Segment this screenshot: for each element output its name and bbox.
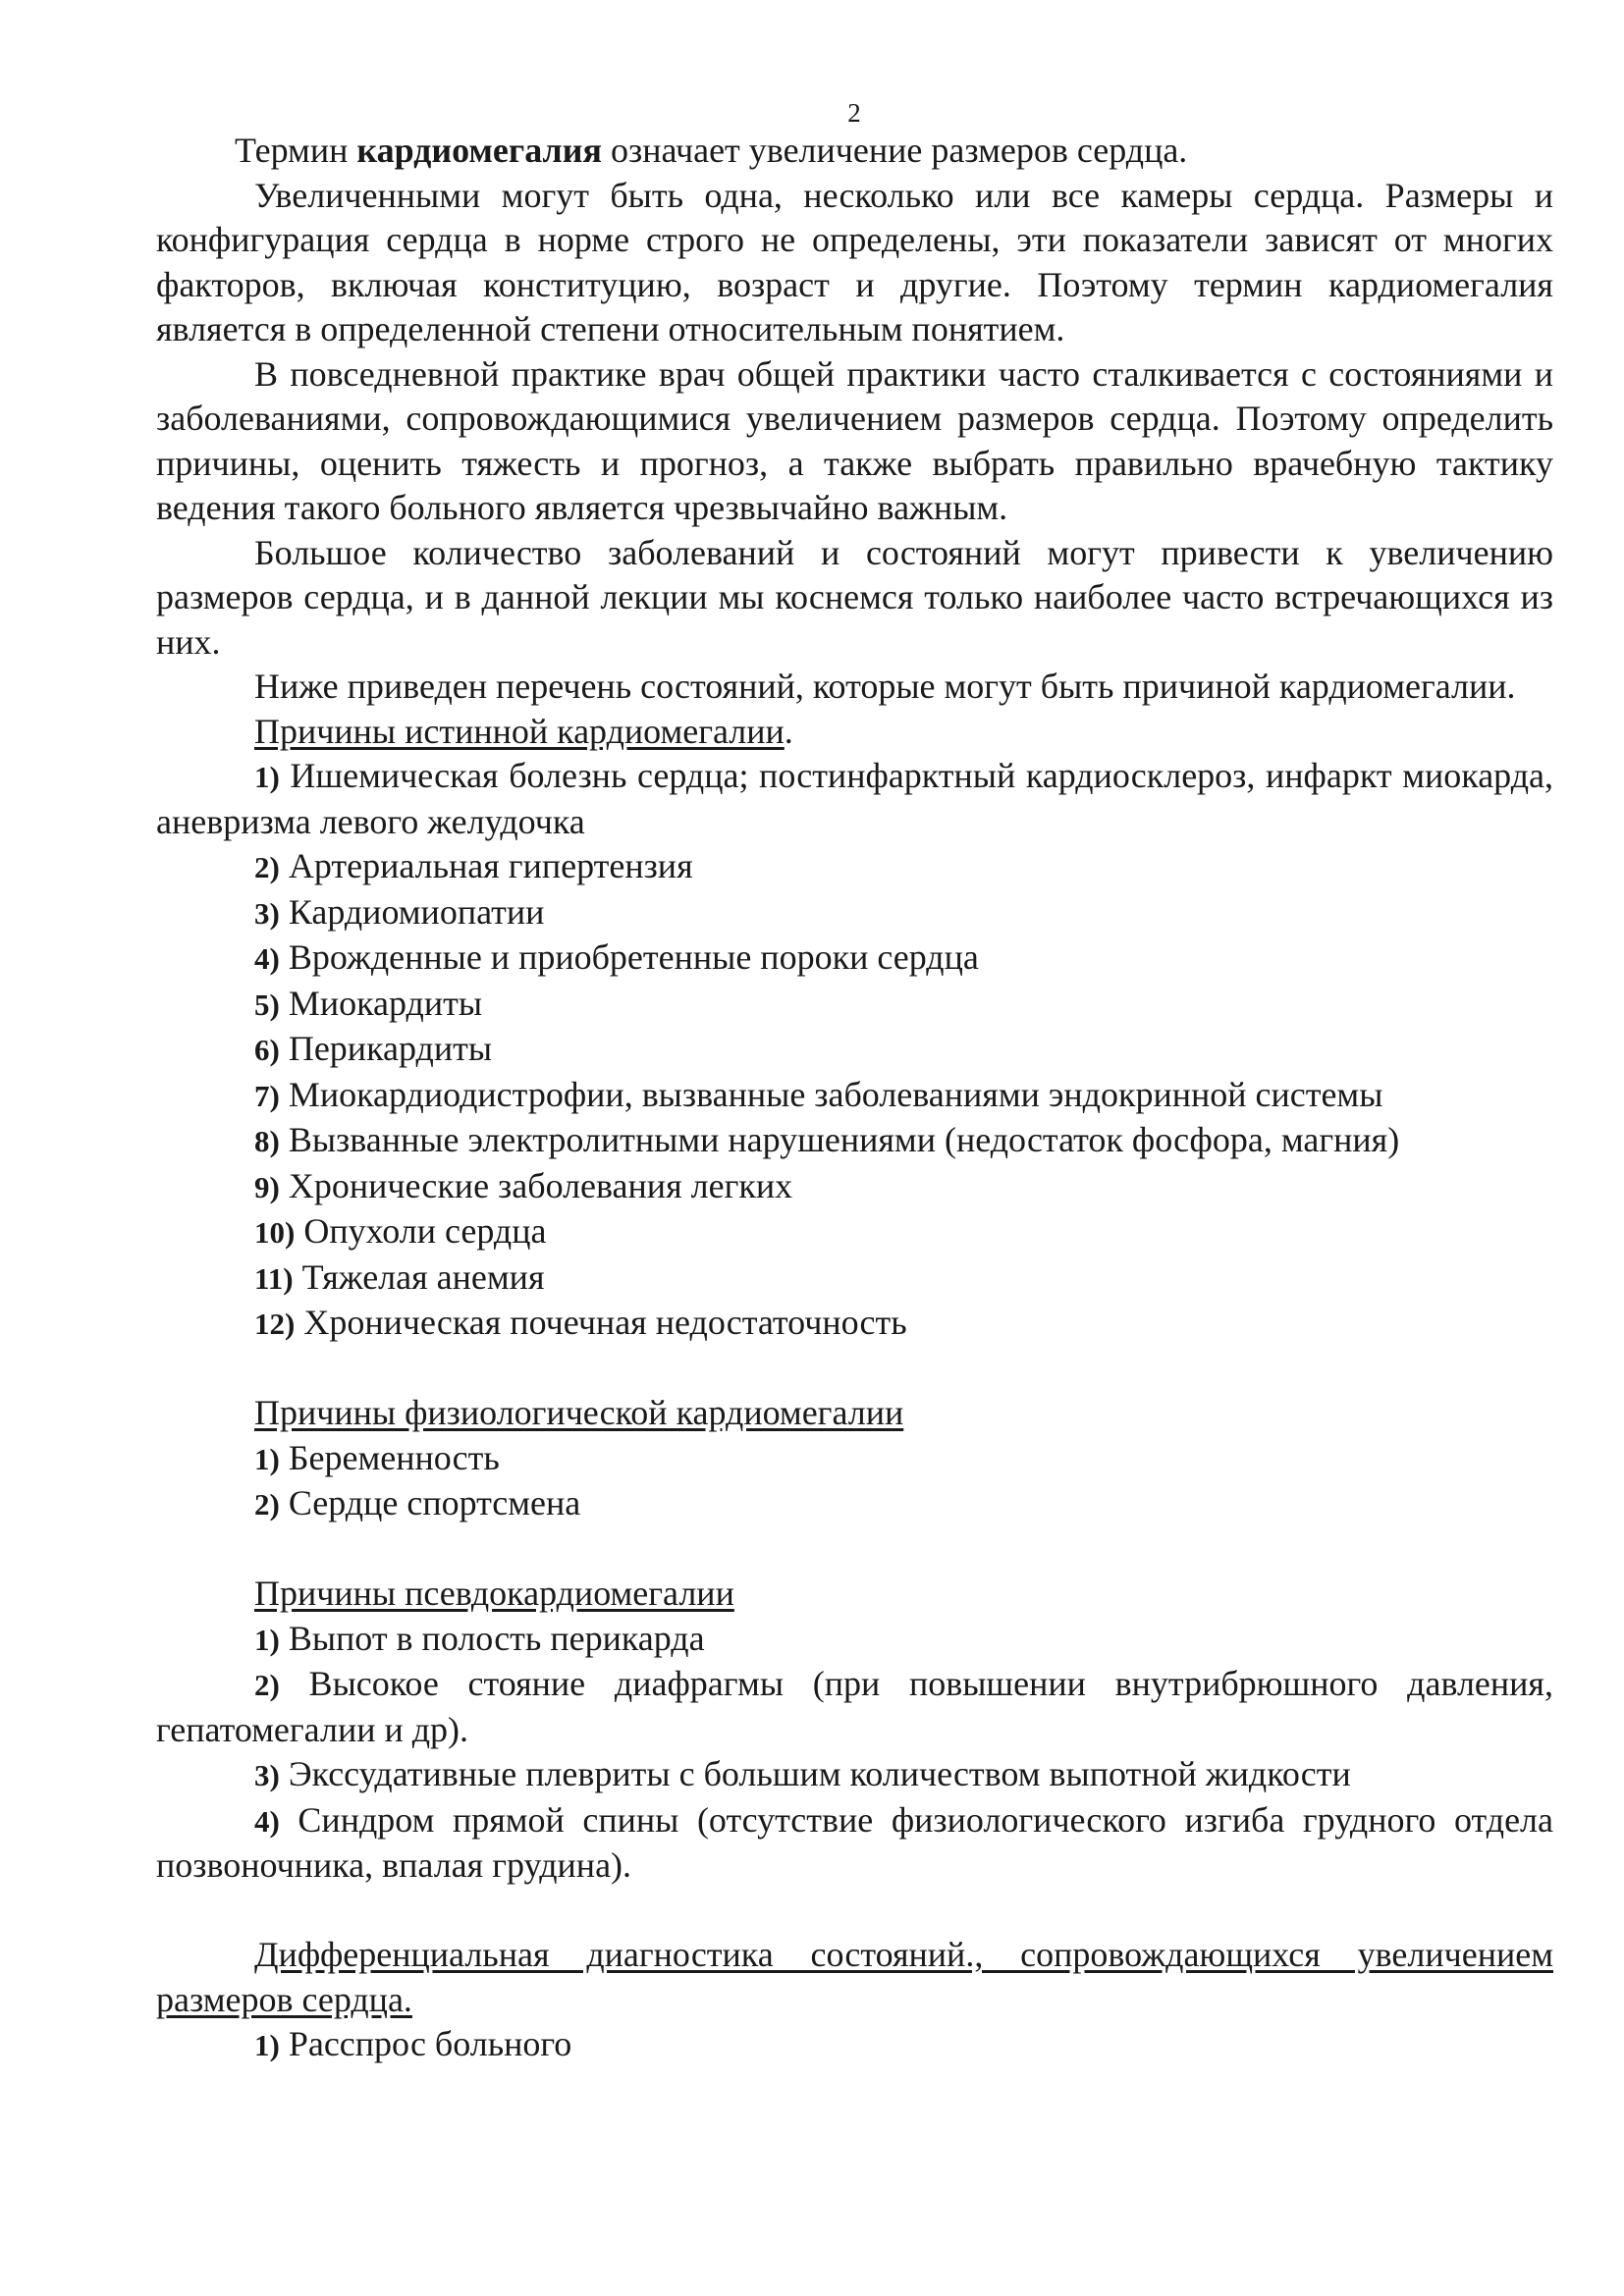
list-item bbox=[156, 1617, 1553, 1663]
list-item bbox=[156, 982, 1553, 1028]
list-item-number: 2) bbox=[254, 1668, 280, 1702]
list-item-text: Высокое стояние диафрагмы (при повышении внутрибрюшного давления, гепатомегалии и др). bbox=[156, 1664, 1553, 1749]
intro-suffix: означает увеличение размеров сердца. bbox=[601, 131, 1188, 170]
list-item bbox=[156, 1073, 1553, 1119]
list-item-text: Ишемическая болезнь сердца; постинфарктный кардиосклероз, инфаркт миокарда, аневризма левого желудочка bbox=[156, 756, 1553, 841]
list-item-number: 9) bbox=[254, 1169, 280, 1204]
list-item-text: Беременность bbox=[279, 1437, 500, 1477]
list-item-text: Выпот в полость перикарда bbox=[279, 1618, 705, 1658]
list-item-number: 3) bbox=[254, 1758, 280, 1792]
list-item-text: Хроническая почечная недостаточность bbox=[295, 1303, 907, 1342]
list-item-number: 1) bbox=[254, 2028, 280, 2062]
list-item-text: Перикардиты bbox=[279, 1029, 493, 1068]
list-item bbox=[156, 1481, 1553, 1527]
intro-paragraph bbox=[156, 129, 1553, 174]
list-item-text: Тяжелая анемия bbox=[293, 1256, 545, 1297]
list-item-text: Сердце спортсмена bbox=[279, 1483, 581, 1522]
list-item bbox=[156, 1209, 1553, 1255]
page-number: 2 bbox=[847, 98, 861, 128]
list-item-text: Врожденные и приобретенные пороки сердца bbox=[279, 937, 979, 977]
list-item-text: Расспрос больного bbox=[279, 2024, 572, 2063]
list-item bbox=[156, 1301, 1553, 1347]
list-item-number: 1) bbox=[254, 760, 280, 794]
list-item bbox=[156, 2022, 1553, 2068]
section-heading-physiological-causes: Причины физиологической кардиомегалии bbox=[254, 1393, 904, 1432]
section-heading-true-causes bbox=[156, 710, 1553, 755]
list-item bbox=[156, 1255, 1553, 1302]
list-item-number: 1) bbox=[254, 1622, 280, 1657]
list-item-number: 1) bbox=[254, 1441, 280, 1476]
list-item-number: 2) bbox=[254, 850, 280, 884]
list-item-text: Синдром прямой спины (отсутствие физиологического изгиба грудного отдела позвоночника, впалая грудина). bbox=[156, 1799, 1553, 1885]
list-item bbox=[156, 844, 1553, 890]
paragraph: Большое количество заболеваний и состояний могут привести к увеличению размеров сердца, и в данной лекции мы коснемся только наиболее часто встречающихся из них. bbox=[156, 532, 1553, 662]
list-item-number: 8) bbox=[254, 1124, 280, 1158]
list-item bbox=[156, 1118, 1553, 1164]
paragraph: Увеличенными могут быть одна, несколько или все камеры сердца. Размеры и конфигурация сердца в норме строго не определены, эти показатели зависят от многих факторов, включая конституцию, возраст и другие. Поэтому термин кардиомегалия является в определенной степени относительным понятием. bbox=[156, 175, 1553, 348]
list-item-number: 4) bbox=[254, 941, 280, 976]
list-item-number: 7) bbox=[254, 1078, 280, 1113]
intro-prefix: Термин bbox=[235, 131, 357, 170]
list-item-number: 5) bbox=[254, 987, 280, 1022]
list-item-number: 6) bbox=[254, 1033, 280, 1067]
list-item bbox=[156, 1798, 1553, 1889]
paragraph: В повседневной практике врач общей практики часто сталкивается с состояниями и заболеваниями, сопровождающимися увеличением размеров сердца. Поэтому определить причины, оценить тяжесть и прогноз, а также выбрать правильно врачебную тактику ведения такого больного является чрезвычайно важным. bbox=[156, 353, 1553, 527]
list-item bbox=[156, 890, 1553, 936]
list-item bbox=[156, 1436, 1553, 1482]
list-item bbox=[156, 935, 1553, 982]
paragraph: Ниже приведен перечень состояний, которые могут быть причиной кардиомегалии. bbox=[254, 667, 1516, 706]
list-item bbox=[156, 1752, 1553, 1798]
list-item-text: Экссудативные плевриты с большим количеством выпотной жидкости bbox=[279, 1754, 1351, 1793]
list-item bbox=[156, 1164, 1553, 1210]
list-item-number: 2) bbox=[254, 1487, 280, 1522]
section-heading-suffix: . bbox=[784, 711, 793, 751]
list-item-number: 11) bbox=[254, 1260, 294, 1296]
list-item-text: Опухоли сердца bbox=[295, 1211, 547, 1251]
list-item-number: 10) bbox=[254, 1215, 296, 1250]
spacer bbox=[156, 1527, 1553, 1573]
intro-term: кардиомегалия bbox=[356, 131, 602, 170]
spacer bbox=[156, 1889, 1553, 1934]
list-item-text: Артериальная гипертензия bbox=[279, 846, 693, 885]
list-item-text: Миокардиты bbox=[279, 983, 483, 1023]
list-item-text: Миокардиодистрофии, вызванные заболеваниями эндокринной системы bbox=[279, 1074, 1383, 1114]
list-item bbox=[156, 754, 1553, 844]
list-item-text: Хронические заболевания легких bbox=[279, 1165, 793, 1205]
list-item bbox=[156, 1662, 1553, 1752]
section-heading-text: Причины истинной кардиомегалии bbox=[254, 711, 785, 751]
section-heading-pseudo-causes: Причины псевдокардиомегалии bbox=[254, 1574, 734, 1613]
list-item-text: Кардиомиопатии bbox=[279, 891, 545, 932]
list-item-text: Вызванные электролитными нарушениями (недостаток фосфора, магния) bbox=[279, 1120, 1400, 1159]
list-item-number: 3) bbox=[254, 895, 280, 931]
list-item-number: 4) bbox=[254, 1803, 280, 1839]
list-item bbox=[156, 1027, 1553, 1073]
spacer bbox=[156, 1347, 1553, 1392]
list-item-number: 12) bbox=[254, 1307, 296, 1341]
section-heading-differential-diagnosis: Дифференциальная диагностика состояний., сопровождающихся увеличением размеров сердца. bbox=[156, 1935, 1553, 2019]
document-body bbox=[156, 129, 1553, 2068]
